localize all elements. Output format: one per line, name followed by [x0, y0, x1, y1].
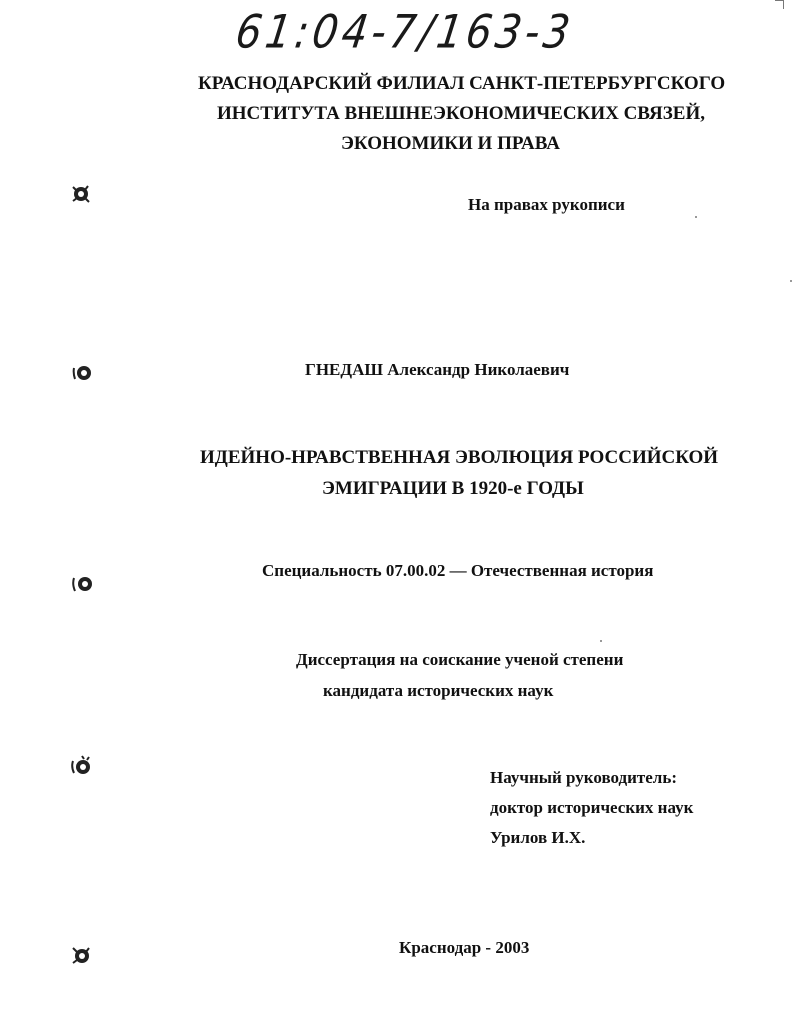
city-year-footer: Краснодар - 2003	[399, 938, 530, 957]
binder-hole-mark-icon	[72, 362, 94, 384]
institution-line-1: КРАСНОДАРСКИЙ ФИЛИАЛ САНКТ-ПЕТЕРБУРГСКОГО	[198, 73, 726, 94]
scan-speck	[695, 216, 697, 218]
binder-hole-mark-icon	[70, 183, 92, 205]
dissertation-title-line-1: ИДЕЙНО-НРАВСТВЕННАЯ ЭВОЛЮЦИЯ РОССИЙСКОЙ	[200, 447, 719, 468]
manuscript-rights-note: На правах рукописи	[468, 195, 625, 214]
advisor-degree: доктор исторических наук	[490, 798, 694, 817]
scan-speck	[790, 280, 792, 282]
advisor-label: Научный руководитель:	[490, 768, 677, 787]
advisor-name: Урилов И.Х.	[490, 828, 586, 847]
author-name: ГНЕДАШ Александр Николаевич	[305, 360, 570, 379]
scan-corner-mark	[775, 0, 784, 9]
binder-hole-mark-icon	[72, 573, 94, 595]
institution-line-2: ИНСТИТУТА ВНЕШНЕЭКОНОМИЧЕСКИХ СВЯЗЕЙ,	[217, 103, 705, 124]
binder-hole-mark-icon	[70, 944, 92, 966]
binder-hole-mark-icon	[71, 755, 93, 777]
dissertation-title-line-2: ЭМИГРАЦИИ В 1920-е ГОДЫ	[322, 478, 584, 499]
degree-line-1: Диссертация на соискание ученой степени	[296, 650, 624, 669]
institution-line-3: ЭКОНОМИКИ И ПРАВА	[341, 133, 560, 154]
archive-code-handwritten: 61:04-7/163-3	[232, 6, 577, 59]
degree-line-2: кандидата исторических наук	[323, 681, 554, 700]
scan-speck	[600, 640, 602, 642]
specialty: Специальность 07.00.02 — Отечественная история	[262, 561, 654, 580]
